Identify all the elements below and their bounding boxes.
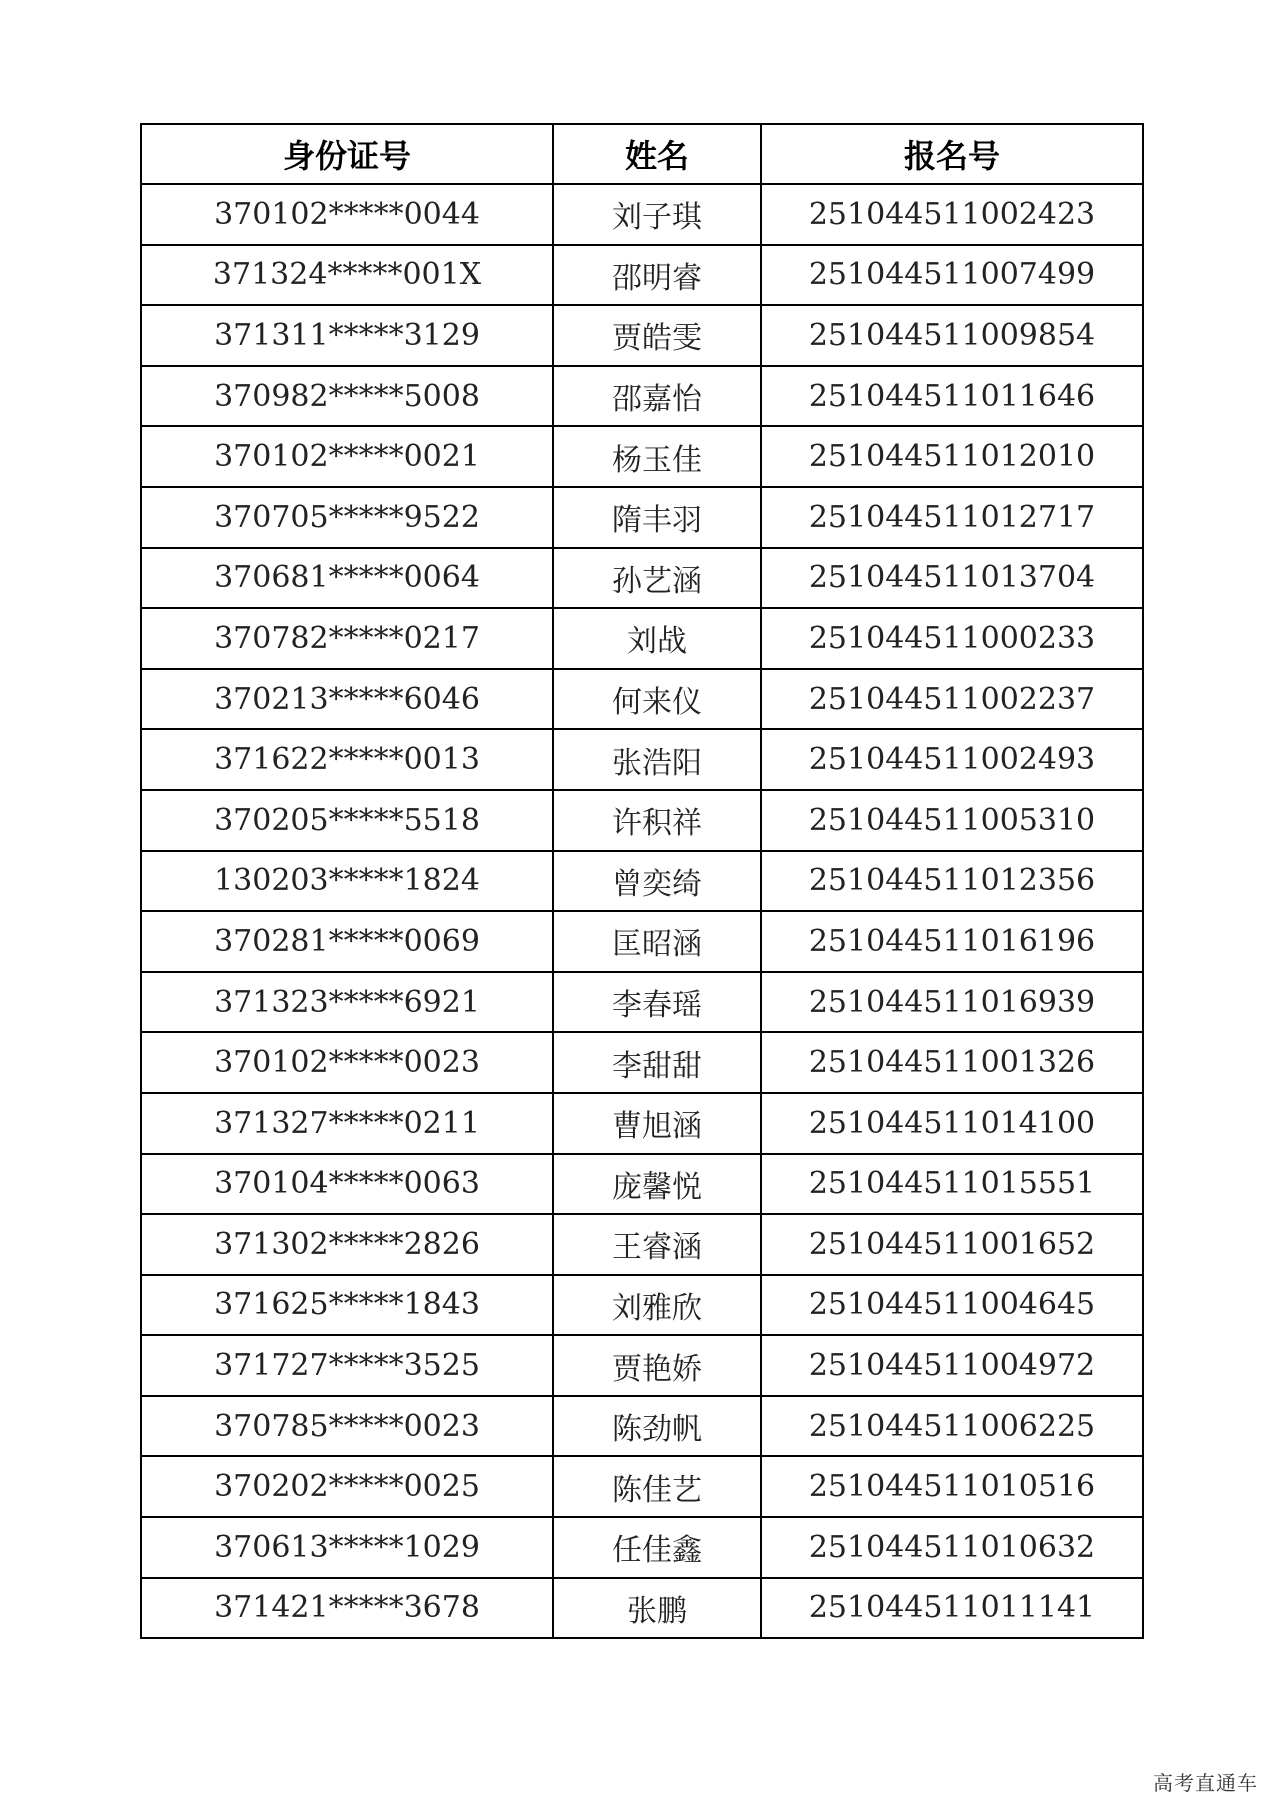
name-cell: 许积祥 [553,790,761,851]
registration-number-cell: 251044511016939 [761,972,1143,1033]
id-number-cell: 370782*****0217 [141,608,553,669]
id-number-cell: 370202*****0025 [141,1456,553,1517]
id-number-cell: 370102*****0044 [141,184,553,245]
table-row [141,1154,1143,1215]
table-row [141,608,1143,669]
name-cell: 隋丰羽 [553,487,761,548]
table-header-row [141,124,1143,184]
table-row [141,245,1143,306]
table-row [141,1578,1143,1639]
id-number-cell: 371324*****001X [141,245,553,306]
name-cell: 邵明睿 [553,245,761,306]
id-number-cell: 370982*****5008 [141,366,553,427]
registration-number-cell: 251044511004972 [761,1335,1143,1396]
id-number-cell: 130203*****1824 [141,851,553,912]
registration-number-cell: 251044511014100 [761,1093,1143,1154]
id-number-cell: 371327*****0211 [141,1093,553,1154]
registration-number-cell: 251044511000233 [761,608,1143,669]
table-row [141,669,1143,730]
table-row [141,1396,1143,1457]
header-name: 姓名 [553,124,761,184]
id-number-cell: 370785*****0023 [141,1396,553,1457]
name-cell: 任佳鑫 [553,1517,761,1578]
table-body [141,184,1143,1638]
registration-number-cell: 251044511012010 [761,426,1143,487]
name-cell: 刘雅欣 [553,1275,761,1336]
id-number-cell: 370613*****1029 [141,1517,553,1578]
id-number-cell: 370213*****6046 [141,669,553,730]
registration-number-cell: 251044511002237 [761,669,1143,730]
registration-number-cell: 251044511015551 [761,1154,1143,1215]
header-registration-number: 报名号 [761,124,1143,184]
id-number-cell: 371311*****3129 [141,305,553,366]
table-row [141,790,1143,851]
name-cell: 贾皓雯 [553,305,761,366]
registration-number-cell: 251044511016196 [761,911,1143,972]
registration-number-cell: 251044511007499 [761,245,1143,306]
id-number-cell: 370681*****0064 [141,548,553,609]
name-cell: 王睿涵 [553,1214,761,1275]
name-cell: 曹旭涵 [553,1093,761,1154]
table-row [141,487,1143,548]
name-cell: 何来仪 [553,669,761,730]
candidate-table [140,123,1144,1639]
table-row [141,1517,1143,1578]
name-cell: 李春瑶 [553,972,761,1033]
table-row [141,851,1143,912]
name-cell: 杨玉佳 [553,426,761,487]
id-number-cell: 371625*****1843 [141,1275,553,1336]
registration-number-cell: 251044511011141 [761,1578,1143,1639]
id-number-cell: 370205*****5518 [141,790,553,851]
name-cell: 贾艳娇 [553,1335,761,1396]
id-number-cell: 371727*****3525 [141,1335,553,1396]
registration-number-cell: 251044511001652 [761,1214,1143,1275]
id-number-cell: 370281*****0069 [141,911,553,972]
id-number-cell: 370102*****0021 [141,426,553,487]
registration-number-cell: 251044511002423 [761,184,1143,245]
id-number-cell: 371302*****2826 [141,1214,553,1275]
id-number-cell: 371323*****6921 [141,972,553,1033]
registration-number-cell: 251044511012717 [761,487,1143,548]
table-row [141,1093,1143,1154]
table-row [141,305,1143,366]
name-cell: 曾奕绮 [553,851,761,912]
registration-number-cell: 251044511001326 [761,1032,1143,1093]
registration-number-cell: 251044511009854 [761,305,1143,366]
id-number-cell: 370104*****0063 [141,1154,553,1215]
table-row [141,184,1143,245]
name-cell: 陈佳艺 [553,1456,761,1517]
table-row [141,548,1143,609]
registration-number-cell: 251044511004645 [761,1275,1143,1336]
id-number-cell: 371622*****0013 [141,729,553,790]
table-row [141,426,1143,487]
name-cell: 刘子琪 [553,184,761,245]
name-cell: 庞馨悦 [553,1154,761,1215]
registration-number-cell: 251044511012356 [761,851,1143,912]
registration-number-cell: 251044511010516 [761,1456,1143,1517]
table-row [141,1335,1143,1396]
id-number-cell: 371421*****3678 [141,1578,553,1639]
table-row [141,1214,1143,1275]
table-row [141,911,1143,972]
registration-number-cell: 251044511013704 [761,548,1143,609]
id-number-cell: 370102*****0023 [141,1032,553,1093]
registration-number-cell: 251044511010632 [761,1517,1143,1578]
name-cell: 李甜甜 [553,1032,761,1093]
registration-number-cell: 251044511002493 [761,729,1143,790]
table-row [141,366,1143,427]
header-id-number: 身份证号 [141,124,553,184]
table-row [141,1456,1143,1517]
watermark: 高考直通车 [1153,1771,1258,1795]
name-cell: 匡昭涵 [553,911,761,972]
table-row [141,1032,1143,1093]
name-cell: 邵嘉怡 [553,366,761,427]
name-cell: 张鹏 [553,1578,761,1639]
name-cell: 孙艺涵 [553,548,761,609]
name-cell: 张浩阳 [553,729,761,790]
registration-number-cell: 251044511006225 [761,1396,1143,1457]
id-number-cell: 370705*****9522 [141,487,553,548]
table-row [141,729,1143,790]
registration-number-cell: 251044511011646 [761,366,1143,427]
table-row [141,1275,1143,1336]
name-cell: 陈劲帆 [553,1396,761,1457]
registration-number-cell: 251044511005310 [761,790,1143,851]
name-cell: 刘战 [553,608,761,669]
table-row [141,972,1143,1033]
